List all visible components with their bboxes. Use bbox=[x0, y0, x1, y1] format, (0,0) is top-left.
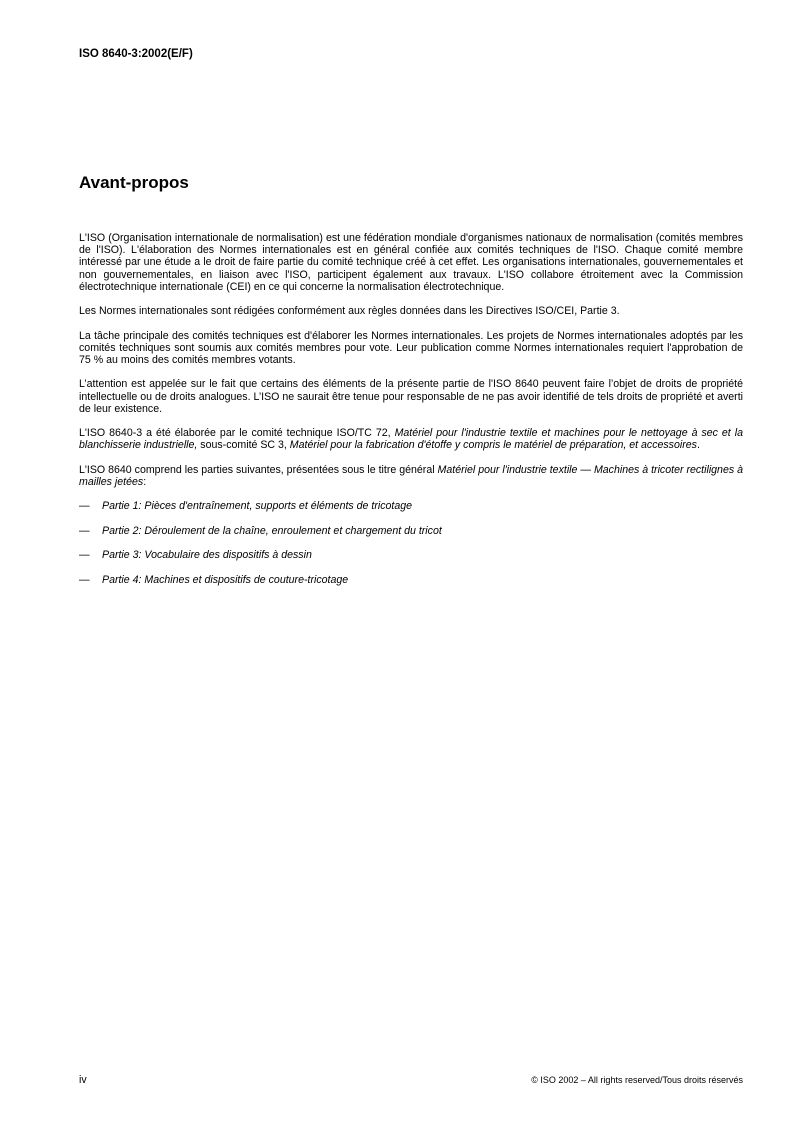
text: . bbox=[696, 439, 700, 452]
dash-bullet: — bbox=[79, 500, 90, 513]
list-item bbox=[79, 574, 743, 586]
subcommittee-title: Matériel pour la fabrication d'étoffe y compris le matériel de préparation, et accessoires bbox=[289, 439, 697, 452]
parts-list bbox=[79, 500, 743, 585]
text: sous-comité SC 3, bbox=[197, 439, 290, 452]
text: : bbox=[143, 475, 147, 488]
paragraph: L’attention est appelée sur le fait que certains des éléments de la présente partie de l'ISO 8640 peuvent faire l’objet de droits de propriété intellectuelle ou de droits analogues. L’ISO ne saurait être tenue pour responsable de ne pas avoir identifié de tels droits de propriété et averti de leur existence. bbox=[79, 378, 743, 415]
text: L'ISO 8640 comprend les parties suivantes, présentées sous le titre général bbox=[79, 463, 438, 476]
paragraph: La tâche principale des comités techniques est d'élaborer les Normes internationales. Les projets de Normes internationales adoptés par les comités techniques sont soumis aux comités membres pour vote. Leur publication comme Normes internationales requiert l'approbation de 75 % au moins des comités membres votants. bbox=[79, 329, 743, 366]
paragraph-committee bbox=[79, 427, 743, 451]
dash-bullet: — bbox=[79, 524, 90, 537]
page-number: iv bbox=[79, 1074, 87, 1086]
paragraph: L'ISO (Organisation internationale de normalisation) est une fédération mondiale d'organismes nationaux de normalisation (comités membres de l'ISO). L'élaboration des Normes internationales est en général confiée aux comités techniques de l'ISO. Chaque comité membre intéressé par une étude a le droit de faire partie du comité technique créé à cet effet. Les organisations internationales, gouvernementales et non gouvernementales, en liaison avec l'ISO, participent également aux travaux. L'ISO collabore étroitement avec la Commission électrotechnique internationale (CEI) en ce qui concerne la normalisation électrotechnique. bbox=[79, 232, 743, 293]
section-title: Avant-propos bbox=[79, 173, 189, 192]
paragraph-parts-intro bbox=[79, 464, 743, 488]
text: L'ISO 8640-3 a été élaborée par le comité technique ISO/TC 72, bbox=[79, 427, 395, 440]
paragraph: Les Normes internationales sont rédigées conformément aux règles données dans les Directives ISO/CEI, Partie 3. bbox=[79, 305, 620, 318]
list-item bbox=[79, 500, 743, 512]
copyright-notice: © ISO 2002 – All rights reserved/Tous droits réservés bbox=[531, 1075, 743, 1085]
document-header: ISO 8640-3:2002(E/F) bbox=[79, 48, 193, 60]
general-title: Matériel pour l'industrie textile — Machines à tricoter rectilignes à mailles jetées bbox=[79, 463, 743, 488]
dash-bullet: — bbox=[79, 549, 90, 562]
list-item bbox=[79, 549, 743, 561]
list-item bbox=[79, 525, 743, 537]
part-label: Partie 2: Déroulement de la chaîne, enroulement et chargement du tricot bbox=[102, 524, 442, 537]
part-label: Partie 3: Vocabulaire des dispositifs à dessin bbox=[102, 549, 312, 562]
part-label: Partie 4: Machines et dispositifs de couture-tricotage bbox=[102, 573, 349, 586]
dash-bullet: — bbox=[79, 573, 90, 586]
foreword-body bbox=[79, 232, 743, 598]
part-label: Partie 1: Pièces d'entraînement, supports et éléments de tricotage bbox=[102, 500, 413, 513]
committee-title: Matériel pour l'industrie textile et machines pour le nettoyage à sec et la blanchisserie industrielle, bbox=[79, 427, 743, 452]
